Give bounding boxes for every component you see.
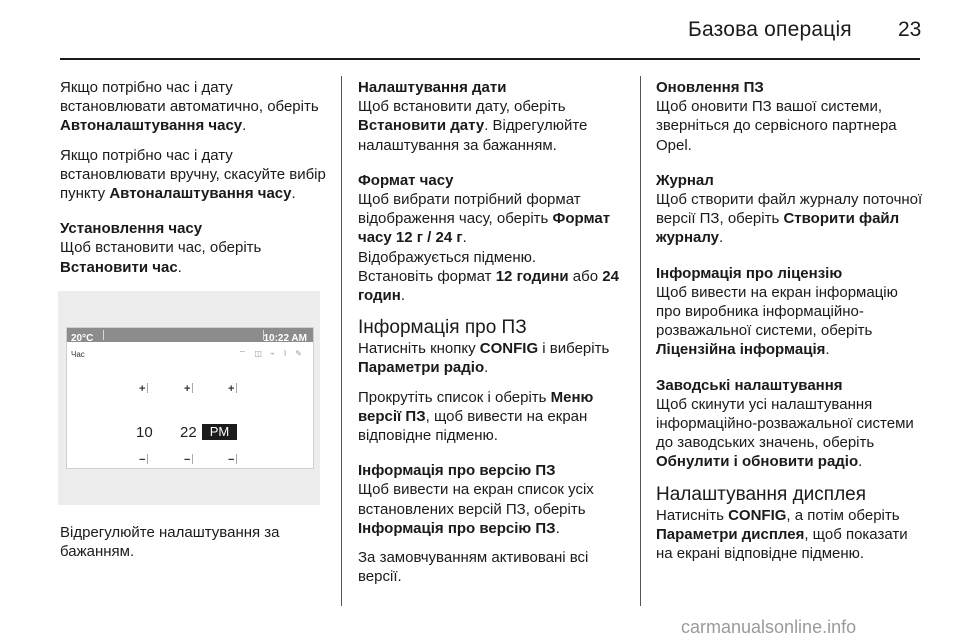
status-temperature: 20°C <box>71 332 94 344</box>
meridiem-minus-button[interactable]: − <box>228 451 237 470</box>
column-divider-1 <box>341 76 342 606</box>
status-clock: 10:22 AM <box>263 332 307 344</box>
license-heading: Інформація про ліцензію <box>656 264 843 282</box>
status-bar <box>67 328 313 342</box>
header-rule <box>60 58 920 60</box>
set-format-paragraph: Встановіть формат 12 години або 24 годин. <box>358 267 619 305</box>
scroll-list-paragraph: Прокрутіть список і оберіть Меню версії ПЗ, щоб вивести на екран відповідне підменю. <box>358 388 594 445</box>
factory-settings-heading: Заводські налаштування <box>656 376 843 394</box>
watermark: carmanualsonline.info <box>681 617 857 637</box>
hour-value: 10 <box>136 423 153 441</box>
hour-minus-button[interactable]: − <box>139 451 148 470</box>
update-software-heading: Оновлення ПЗ <box>656 79 764 96</box>
log-paragraph: Щоб створити файл журналу поточної версії ПЗ, оберіть Створити файл журналу. <box>656 191 923 247</box>
manual-time-paragraph: Якщо потрібно час і дату встановлювати вручну, скасуйте вибір пункту Автоналаштування часу. <box>60 146 326 203</box>
time-setting-screenshot <box>58 291 320 505</box>
submenu-paragraph: Відображується підменю. <box>358 248 537 266</box>
hour-plus-button[interactable]: + <box>139 380 148 399</box>
license-paragraph: Щоб вивести на екран інформацію про виробника інформаційно-розважальної системи, оберіть Ліцензійна інформація. <box>656 283 898 359</box>
column-3 <box>656 78 924 573</box>
set-date-paragraph: Щоб встановити дату, оберіть Встановити дату. Відрегулюйте налаштування за бажанням. <box>358 98 588 154</box>
default-versions-paragraph: За замовчуванням активовані всі версії. <box>358 549 589 586</box>
time-format-paragraph: Щоб вибрати потрібний формат відображення часу, оберіть Формат часу 12 г / 24 г. <box>358 191 611 247</box>
time-format-heading: Формат часу <box>358 171 454 189</box>
meridiem-value[interactable]: PM <box>202 424 237 440</box>
update-software-paragraph: Щоб оновити ПЗ вашої системи, зверніться до сервісного партнера Opel. <box>656 98 897 154</box>
auto-time-paragraph: Якщо потрібно час і дату встановлювати автоматично, оберіть Автоналаштування часу. <box>60 79 319 135</box>
factory-settings-paragraph: Щоб скинути усі налаштування інформаційно-розважальної системи до заводських значень, оберіть Обнулити і обновити радіо. <box>656 395 914 471</box>
log-heading: Журнал <box>656 171 714 189</box>
version-info-heading: Інформація про версію ПЗ <box>358 462 556 480</box>
display-settings-paragraph: Натисніть CONFIG, а потім оберіть Параметри дисплея, щоб показати на екрані відповідне підменю. <box>656 506 908 563</box>
status-icons: ⌔ ◫ ⌁ ⌇ ✎ <box>238 348 305 358</box>
page-number: 23 <box>898 18 922 41</box>
minute-minus-button[interactable]: − <box>184 451 193 470</box>
column-divider-2 <box>640 76 641 606</box>
set-time-paragraph: Щоб встановити час, оберіть Встановити час. <box>60 239 262 276</box>
display-settings-heading: Налаштування дисплея <box>656 483 867 505</box>
set-time-heading: Установлення часу <box>60 220 203 238</box>
column-2 <box>358 78 633 596</box>
version-info-paragraph: Щоб вивести на екран список усіх встановлених версій ПЗ, оберіть Інформація про версію ПЗ. <box>358 481 594 537</box>
minute-value: 22 <box>180 423 197 441</box>
column-1 <box>60 78 330 571</box>
meridiem-plus-button[interactable]: + <box>228 380 237 399</box>
minute-plus-button[interactable]: + <box>184 380 193 399</box>
adjust-settings-paragraph: Відрегулюйте налаштування за бажанням. <box>60 523 280 561</box>
software-info-paragraph: Натисніть кнопку CONFIG і виберіть Параметри радіо. <box>358 340 610 377</box>
set-date-heading: Налаштування дати <box>358 79 507 96</box>
screen-label: Час <box>71 349 85 359</box>
status-separator <box>103 330 104 340</box>
software-info-heading: Інформація про ПЗ <box>358 317 527 339</box>
display-screen <box>66 327 314 469</box>
page-header-title: Базова операція <box>688 18 852 41</box>
